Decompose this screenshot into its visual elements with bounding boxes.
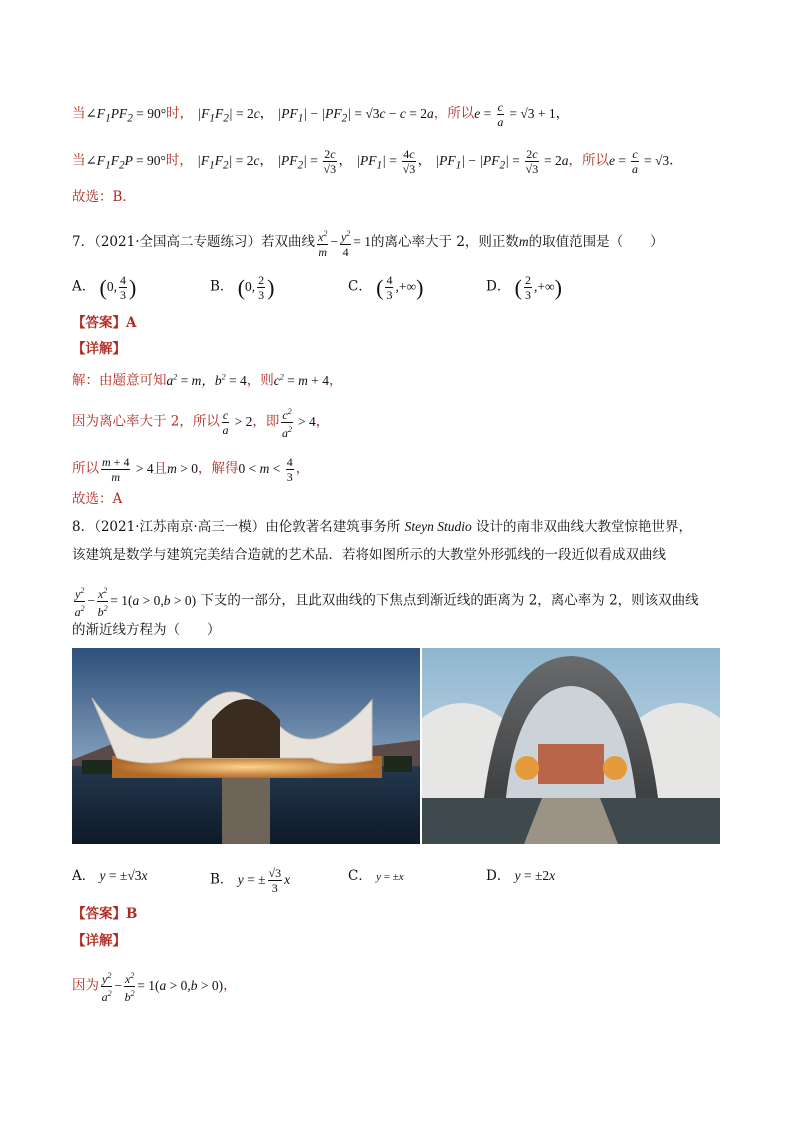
- q7-sol1-math: $a^2 = m$，$b^2 = 4$: [166, 372, 247, 388]
- q7-option-b[interactable]: [210, 273, 275, 302]
- solution-line-1: 当$\angle F_1PF_2 = 90^\circ$时， $|F_1F_2| = 2c$， $|PF_1| - |PF_2| = √3c - c = 2a$，所以e = $\frac{c}{a}$ = √3 + 1，: [72, 100, 570, 129]
- q8-option-d[interactable]: [486, 866, 555, 886]
- equation-pf1: $|PF_1|$ = $\frac{4c}{√3}$: [356, 147, 416, 176]
- option-label: D．: [486, 278, 511, 295]
- angle-condition: $\angle F_1F_2P = 90^\circ$: [85, 152, 166, 172]
- question-8-line-1: [72, 517, 692, 537]
- question-8-line-3: [72, 584, 699, 619]
- solution-line-2: 当$\angle F_1F_2P = 90^\circ$时， $|F_1F_2| = 2c$， $|PF_2|$ = $\frac{2c}{√3}$ ， $|PF_1|$ = $\frac{4c}{√3}$ ， $|PF_1| - |PF_2|$ = $\frac{2c}{√3}$ = 2a，所以e = $\frac{c}{a}$ = √3．: [72, 147, 683, 176]
- q7-option-c[interactable]: [348, 273, 423, 302]
- q7-sol3-end: ，: [295, 460, 310, 477]
- option-value: ( $\frac{2}{3}$ ,+∞): [514, 273, 562, 302]
- q8-option-b[interactable]: [210, 866, 290, 895]
- q8-line1-pre: 8．（2021·江苏南京·高三一模）由伦敦著名建筑事务所: [72, 519, 401, 535]
- option-label: C．: [348, 278, 372, 295]
- text-time: 时，: [166, 105, 194, 122]
- studio-name: Steyn Studio: [404, 519, 472, 534]
- option-value: (0, $\frac{4}{3}$ ): [99, 273, 137, 302]
- q7-sol2-pre: 因为离心率大于 2，所以: [72, 413, 220, 430]
- q7-stem-end: 的取值范围是（ ）: [528, 234, 664, 251]
- q7-sol1-pre: 解：由题意可知: [72, 372, 167, 389]
- option-value: y = ±√3x: [99, 868, 148, 883]
- option-value: (0, $\frac{2}{3}$ ): [237, 273, 275, 302]
- q8-detail-tag: 【详解】: [72, 933, 126, 949]
- equation-diff: $|PF_1| - |PF_2| = √3c - c = 2a$: [277, 105, 434, 125]
- q8-hyperbola-equation: $\frac{y^2}{a^2}$ − $\frac{x^2}{b^2}$ = 1(a > 0,b > 0): [74, 586, 197, 619]
- eccentricity-result: e = $\frac{c}{a}$ = √3: [608, 147, 670, 176]
- question-8-line-2: 该建筑是数学与建筑完美结合造就的艺术品．若将如图所示的大教堂外形弧线的一段近似看成双曲线: [72, 547, 666, 563]
- text-time: 时，: [165, 152, 193, 169]
- question-7-stem: [72, 227, 664, 259]
- q7-conclusion: 故选：A: [72, 491, 123, 507]
- equation-f1f2: $|F_1F_2| = 2c$: [197, 152, 260, 172]
- option-value: y = ±2x: [514, 868, 556, 883]
- q7-option-a[interactable]: [72, 273, 136, 302]
- option-value: ( $\frac{4}{3}$ ,+∞): [376, 273, 424, 302]
- option-label: A．: [72, 868, 96, 884]
- equation-f1f2: $|F_1F_2| = 2c$: [197, 105, 260, 125]
- q8-option-a[interactable]: [72, 866, 147, 886]
- option-label: B．: [210, 871, 234, 888]
- q7-solution-2: [72, 405, 329, 440]
- q7-sol3-math2: 0 < m < $\frac{4}{3}$: [238, 455, 293, 484]
- q7-detail-tag: 【详解】: [72, 341, 126, 357]
- q7-sol3-math: $\frac{m + 4}{m}$ > 4且m > 0: [102, 455, 198, 484]
- option-label: C．: [348, 868, 372, 884]
- q7-stem-post: 的离心率大于 2，则正数: [371, 234, 519, 251]
- cathedral-photo-dusk: [72, 648, 420, 844]
- q7-sol2-end: ，: [315, 413, 330, 430]
- q7-stem-pre: 7．（2021·全国高二专题练习）若双曲线: [72, 234, 315, 251]
- angle-condition: $\angle F_1PF_2 = 90^\circ$: [85, 105, 167, 125]
- text-so: ，所以: [568, 152, 609, 169]
- q8-sol-end: ，: [223, 977, 237, 994]
- q7-equation: $\frac{x^2}{m}$ − $\frac{y^2}{4}$ = 1: [318, 229, 372, 259]
- cathedral-photo-close: [422, 648, 720, 844]
- text-when: 当: [72, 152, 86, 169]
- eccentricity-result: e = $\frac{c}{a}$ = √3 + 1: [474, 100, 556, 129]
- equation-diff: $|PF_1| - |PF_2|$ = $\frac{2c}{√3}$ = 2a: [435, 147, 569, 176]
- option-label: D．: [486, 868, 511, 884]
- q8-sol-math: $\frac{y^2}{a^2}$ − $\frac{x^2}{b^2}$ = 1(a > 0,b > 0): [101, 971, 224, 1004]
- option-value: y = ±x: [376, 871, 404, 883]
- q8-solution-1: [72, 969, 237, 1004]
- q7-solution-3: [72, 455, 309, 484]
- option-label: A．: [72, 278, 96, 295]
- q8-line1-post: 设计的南非双曲线大教堂惊艳世界，: [476, 519, 692, 535]
- q8-answer: 【答案】B: [72, 906, 138, 922]
- equation-pf2: $|PF_2|$ = $\frac{2c}{√3}$: [277, 147, 337, 176]
- q7-option-d[interactable]: [486, 273, 562, 302]
- q7-answer: 【答案】A: [72, 315, 137, 331]
- q7-sol2-mid: ，即: [252, 413, 280, 430]
- option-value: y = ± $\frac{√3}{3}$ x: [237, 866, 291, 895]
- q7-sol1-mid: ，则: [246, 372, 274, 389]
- choice-conclusion-6: 故选：B．: [72, 189, 136, 205]
- text-so: ，所以: [433, 105, 475, 122]
- option-label: B．: [210, 278, 234, 295]
- q7-sol3-pre: 所以: [72, 460, 99, 477]
- q7-solution-1: [72, 367, 343, 391]
- q7-sol1-math2: $c^2 = m + 4$: [273, 372, 329, 388]
- q7-variable: m: [518, 234, 529, 250]
- q7-sol3-mid: ，解得: [197, 460, 239, 477]
- q7-sol1-end: ，: [329, 372, 343, 389]
- q7-sol2-math2: $\frac{c^2}{a^2}$ > 4: [282, 407, 316, 440]
- q8-line3-post: 下支的一部分，且此双曲线的下焦点到渐近线的距离为 2，离心率为 2，则该双曲线: [200, 592, 699, 609]
- q7-sol2-math: $\frac{c}{a}$ > 2: [222, 408, 253, 437]
- text-when: 当: [72, 105, 86, 122]
- q8-option-c[interactable]: [348, 866, 404, 887]
- question-8-line-4: 的渐近线方程为（ ）: [72, 622, 221, 638]
- q8-sol-pre: 因为: [72, 977, 99, 994]
